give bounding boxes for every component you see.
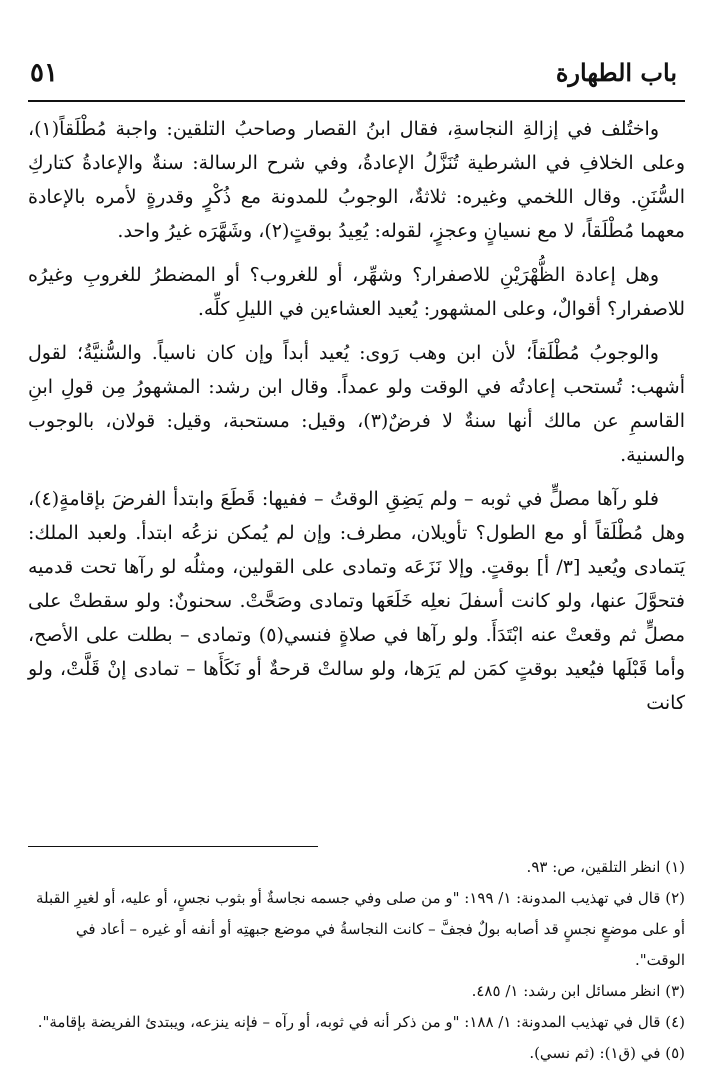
footnote: (٢) قال في تهذيب المدونة: ١/ ١٩٩: "و من صلى وفي جسمه نجاسةٌ أو بثوب نجسٍ، أو عليه، أو لغيرِ القبلة أو على موضعٍ نجسٍ قد أصابه بولٌ فجفَّ – كانت النجاسةُ في موضع جبهتِه أو أنفه أو غيره – أعاد في الوقت". xyxy=(35,889,685,969)
header-divider xyxy=(28,100,685,102)
paragraph: وهل إعادة الظُّهْرَيْنِ للاصفرار؟ وشهِّر، أو للغروب؟ أو المضطرُ للغروبِ وغيرُه للاصفرار؟ أقوالٌ، وعلى المشهور: يُعيد العشاءين في الليلِ كلِّه. xyxy=(28,264,685,320)
running-header xyxy=(30,50,677,90)
paragraph: واختُلف في إزالةِ النجاسةِ، فقال ابنُ القصار وصاحبُ التلقين: واجبة مُطْلَقاً(١)، وعلى الخلافِ في الشرطية تُنَزَّلُ الإعادةُ، وفي شرح الرسالة: سنةٌ والإعادةُ كتاركِ السُّنَنِ. وقال اللخمي وغيره: ثلاثةٌ، الوجوبُ للمدونة مع ذُكْرٍ وقدرةٍ لأمره بالإعادة معهما مُطْلَقاً، لا مع نسيانٍ وعجزٍ، لقوله: يُعِيدُ بوقتٍ(٢)، وشَهَّرَه غيرُ واحد. xyxy=(28,118,685,242)
footnote: (٣) انظر مسائل ابن رشد: ١/ ٤٨٥. xyxy=(471,982,685,1000)
footnote: (٥) في (ق١): (ثم نسي). xyxy=(529,1044,685,1062)
chapter-title: باب الطهارة xyxy=(555,58,677,87)
page-number: ٥١ xyxy=(30,58,58,88)
footnote-divider xyxy=(28,846,318,847)
footnotes xyxy=(28,852,685,1069)
footnote: (١) انظر التلقين، ص: ٩٣. xyxy=(526,858,685,876)
paragraph: فلو رآها مصلٍّ في ثوبه – ولم يَضِقِ الوقتُ – ففيها: قَطَعَ وابتدأ الفرضَ بإقامةٍ(٤)، وهل مُطْلَقاً أو مع الطول؟ تأويلان، مطرف: وإن لم يُمكن نزعُه ابتدأ. ولعبد الملك: يَتمادى ويُعيد [٣/ أ] بوقتٍ. وإلا نَزَعَه وتمادى على القولين، ومثلُه لو رآها تحت قدميه فتحوَّلَ عنها، ولو كانت أسفلَ نعلِه خَلَعَها وتمادى وصَحَّتْ. سحنونٌ: ولو سقطتْ على مصلٍّ ثم وقعتْ عنه ابْتَدَأَ. ولو رآها في صلاةٍ فنسي(٥) وتمادى – بطلت على الأصح، وأما قَبْلَها فيُعيد بوقتٍ كمَن لم يَرَها، ولو سالتْ قرحةٌ أو نَكَأَها – تمادى إنْ قَلَّتْ، ولو كانت xyxy=(28,488,685,714)
paragraph: والوجوبُ مُطْلَقاً؛ لأن ابن وهب رَوى: يُعيد أبداً وإن كان ناسياً. والسُّنيَّةُ؛ لقول أشهب: تُستحب إعادتُه في الوقت ولو عمداً. وقال ابن رشد: المشهورُ مِن قولِ ابنِ القاسمِ عن مالك أنها سنةٌ لا فرضٌ(٣)، وقيل: مستحبة، وقيل: قولان، بالوجوب والسنية. xyxy=(28,342,686,466)
footnote: (٤) قال في تهذيب المدونة: ١/ ١٨٨: "و من ذكر أنه في ثوبه، أو رآه – فإنه ينزعه، ويبتدئ الفريضة بإقامة". xyxy=(37,1013,685,1031)
main-text xyxy=(28,112,685,730)
